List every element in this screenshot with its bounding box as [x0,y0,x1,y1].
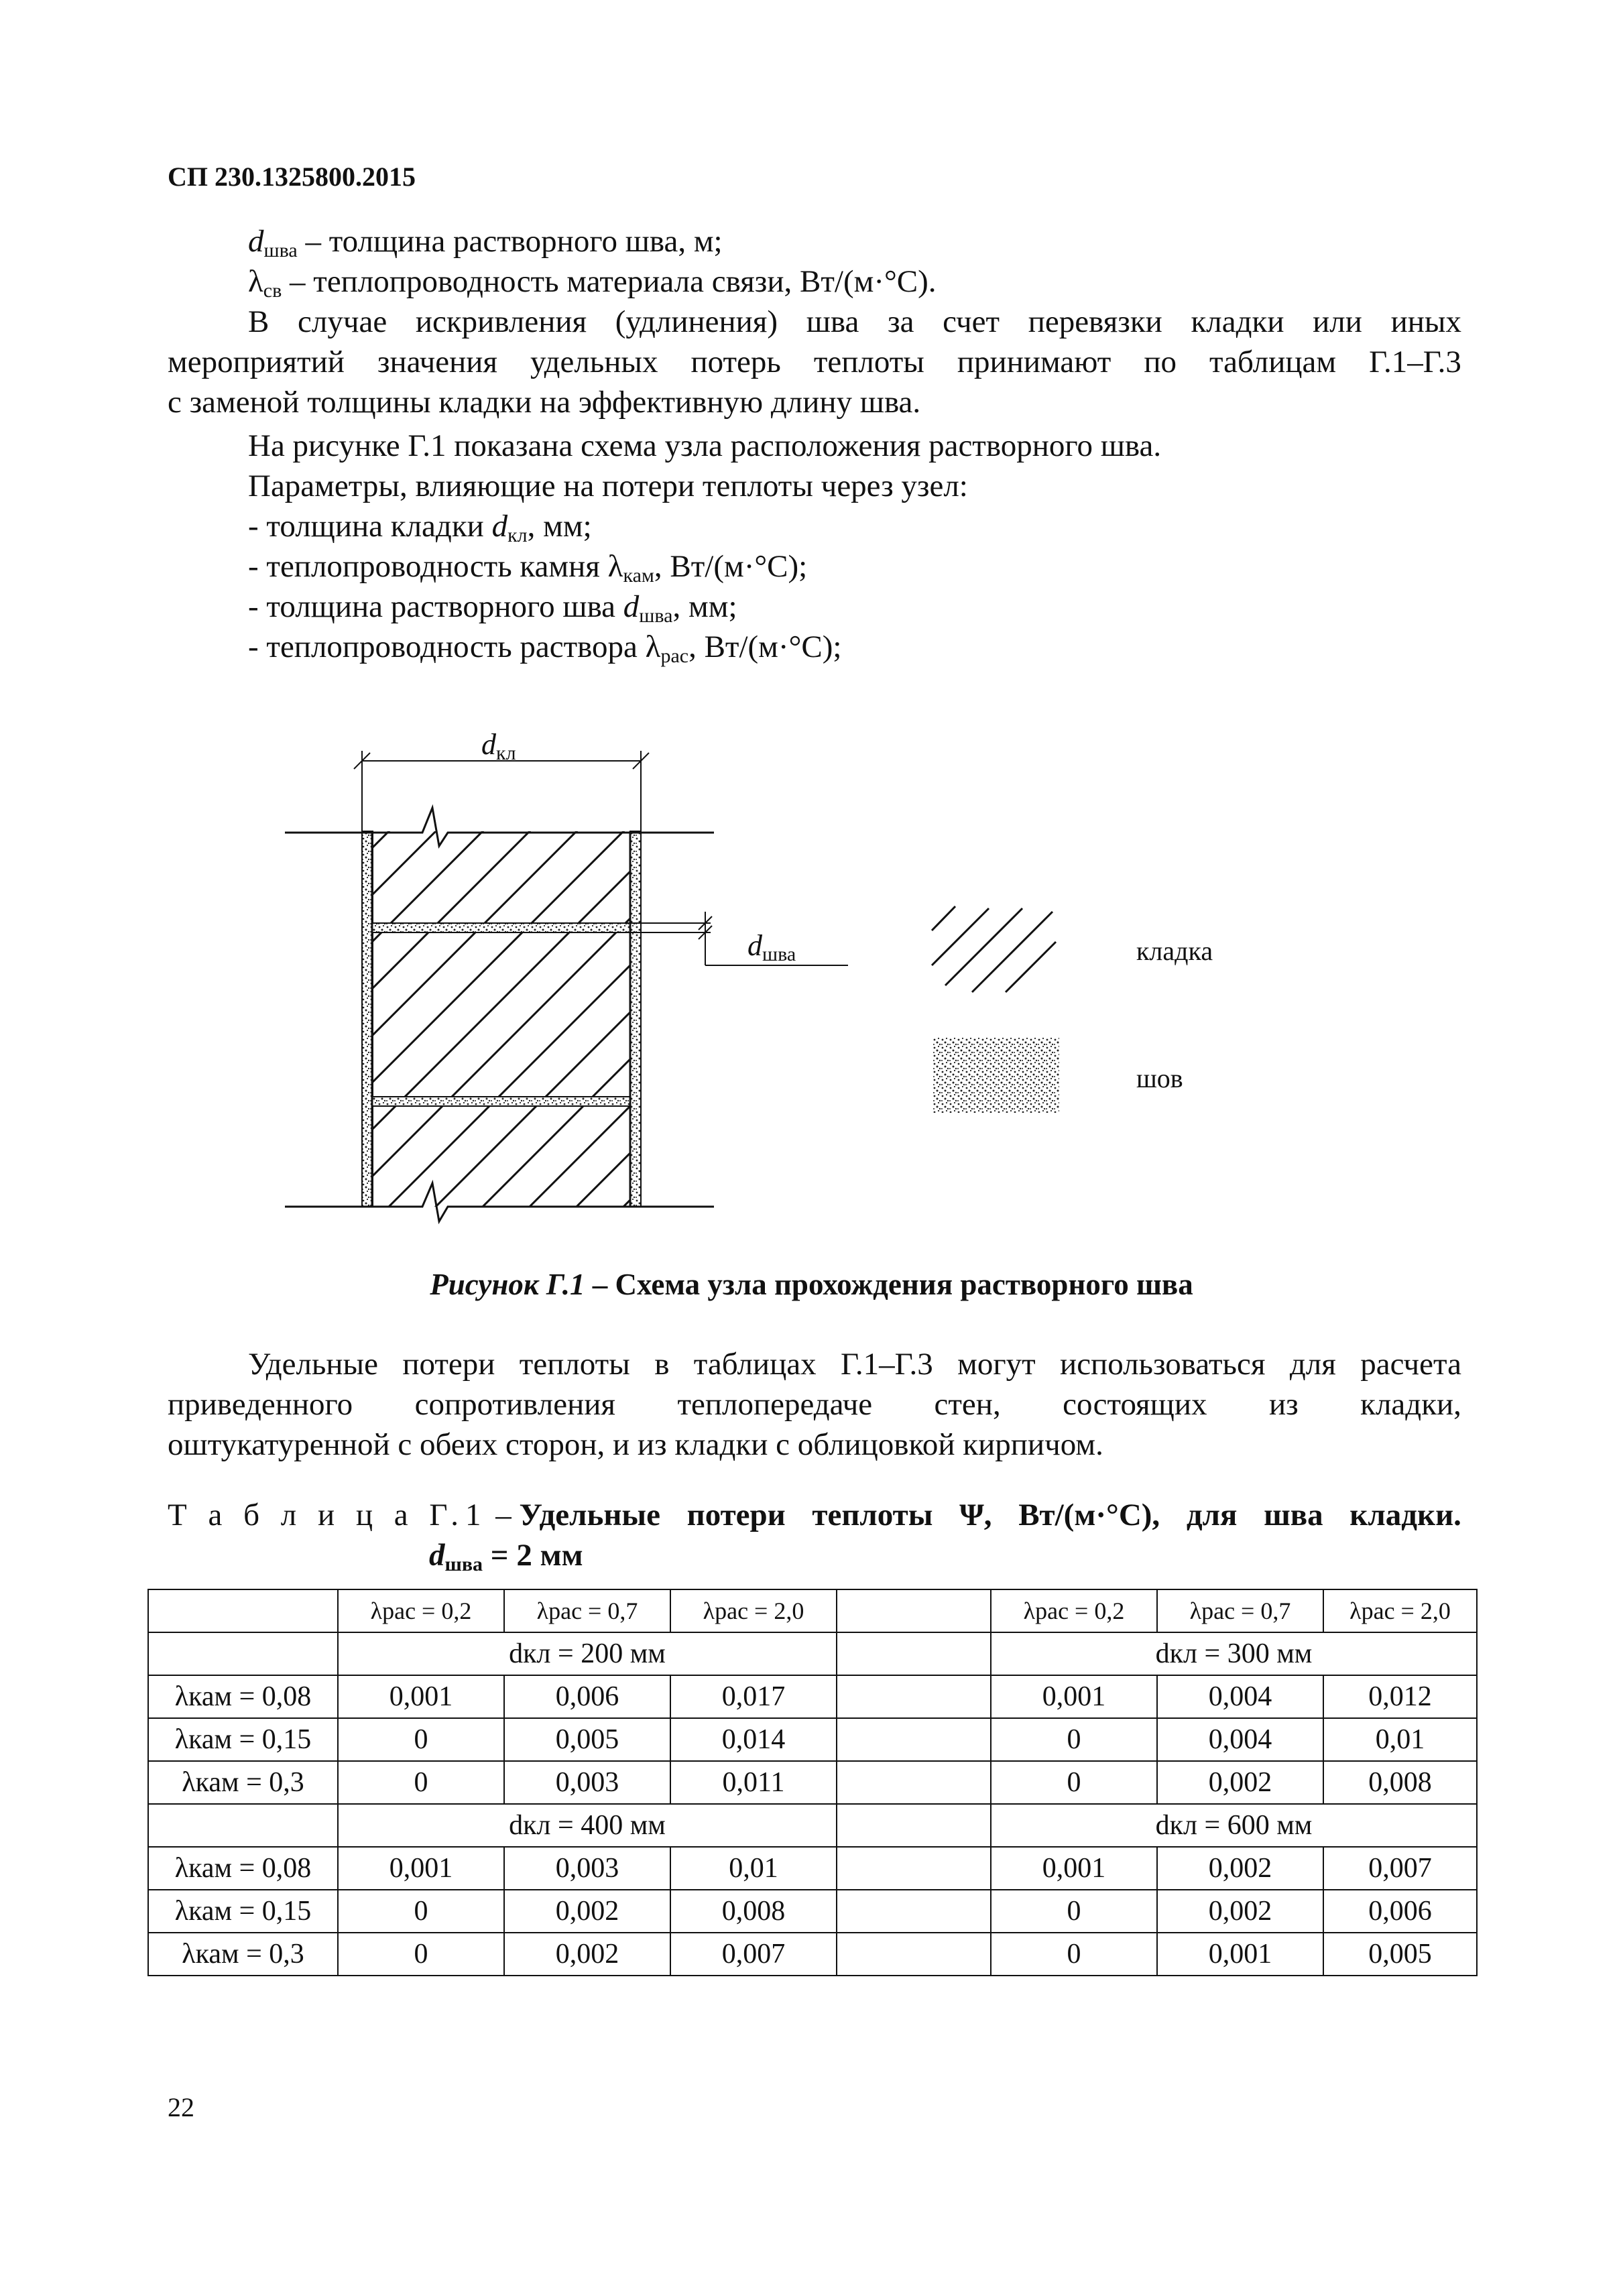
param-item-dkl: - толщина кладки $d_{кл}$, мм; [248,509,592,546]
table-row: λкам = 0,3 0 0,002 0,007 0 0,001 0,005 [148,1933,1477,1976]
section-header-600: dкл = 600 мм [991,1804,1477,1847]
legend-masonry-symbol [932,906,1056,992]
param-item-lambda-kam: - теплопроводность камня $\lambda_{кам}$, Вт/(м·°С); [248,549,808,587]
legend-joint-label: шов [1136,1063,1183,1093]
paragraph-1-line-3: с заменой толщины кладки на эффективную длину шва. [168,385,921,420]
section-header-400: dкл = 400 мм [338,1804,837,1847]
legend-joint-symbol [933,1038,1059,1113]
definition-d-shva: $d_{шва}$ – толщина растворного шва, м; [248,224,723,261]
table-section-row [148,1632,1477,1675]
document-code: СП 230.1325800.2015 [168,162,416,192]
table-header-row [148,1589,1477,1632]
paragraph-1-line-1: В случае искривления (удлинения) шва за счет перевязки кладки или иных [248,304,1461,339]
table-row: λкам = 0,08 0,001 0,006 0,017 0,001 0,004 0,012 [148,1675,1477,1718]
table-section-row [148,1804,1477,1847]
mortar-joint-lower [372,1097,630,1106]
header-cell: λрас = 0,7 [1157,1589,1323,1632]
paragraph-4-line-3: оштукатуренной с обеих сторон, и из кладки с облицовкой кирпичом. [168,1427,1103,1462]
definition-lambda-sv: $\lambda_{св}$ – теплопроводность материала связи, Вт/(м·°С). [248,264,937,302]
dshva-dimension-label: $d_{шва}$ [747,929,796,965]
section-header-200: dкл = 200 мм [338,1632,837,1675]
header-cell: λрас = 0,7 [504,1589,670,1632]
table-row: λкам = 0,3 0 0,003 0,011 0 0,002 0,008 [148,1761,1477,1804]
header-cell: λрас = 0,2 [338,1589,504,1632]
mortar-joint-upper [372,923,630,932]
right-plaster-layer [630,831,641,1207]
section-header-300: dкл = 300 мм [991,1632,1477,1675]
table-row: λкам = 0,15 0 0,005 0,014 0 0,004 0,01 [148,1718,1477,1761]
param-item-lambda-ras: - теплопроводность раствора $\lambda_{рас}$, Вт/(м·°С); [248,629,842,667]
paragraph-2: На рисунке Г.1 показана схема узла расположения растворного шва. [248,428,1162,463]
table-row: λкам = 0,15 0 0,002 0,008 0 0,002 0,006 [148,1890,1477,1933]
table-row: λкам = 0,08 0,001 0,003 0,01 0,001 0,002 0,007 [148,1847,1477,1890]
table-caption: Т а б л и ц а Г.1 – Удельные потери теплоты Ψ, Вт/(м·°С), для шва кладки. [168,1498,1461,1532]
masonry-hatch [372,831,637,1207]
header-cell: λрас = 0,2 [991,1589,1157,1632]
legend-masonry-label: кладка [1136,936,1213,966]
heat-loss-table [147,1589,1478,1976]
figure-caption: Рисунок Г.1 – Схема узла прохождения растворного шва [430,1268,1193,1301]
paragraph-4-line-2: приведенного сопротивления теплопередаче стен, состоящих из кладки, [168,1387,1461,1422]
paragraph-4-line-1: Удельные потери теплоты в таблицах Г.1–Г.3 могут использоваться для расчета [248,1347,1461,1382]
header-cell: λрас = 2,0 [1323,1589,1477,1632]
paragraph-1-line-2: мероприятий значения удельных потерь теплоты принимают по таблицам Г.1–Г.3 [168,345,1461,379]
page-number: 22 [168,2092,194,2122]
dkl-dimension-label: $d_{кл}$ [481,728,516,764]
table-caption-line-2: $d_{шва} = 2$ мм [429,1538,583,1575]
paragraph-3: Параметры, влияющие на потери теплоты через узел: [248,469,968,503]
param-item-dshva: - толщина растворного шва $d_{шва}$, мм; [248,589,737,627]
header-cell: λрас = 2,0 [670,1589,837,1632]
